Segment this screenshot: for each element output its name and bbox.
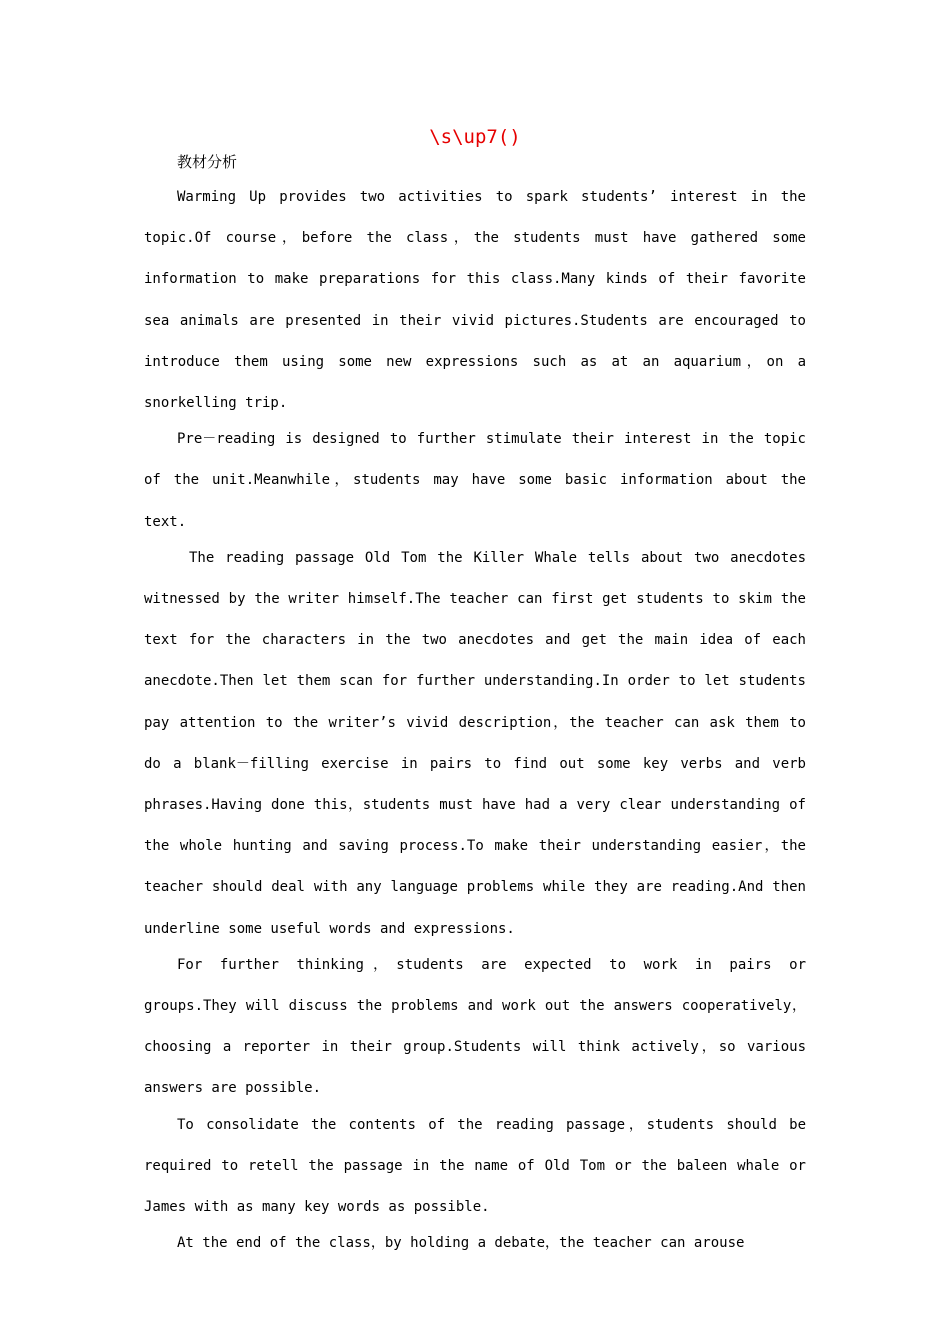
paragraph-consolidate: To consolidate the contents of the reading passage，students should be required to retell the passage in the name of Old Tom or the baleen whale or James with as many key words as possible. bbox=[144, 1116, 806, 1216]
paragraph-end-of-class: At the end of the class，by holding a debate，the teacher can arouse bbox=[177, 1235, 745, 1252]
section-heading: 教材分析 bbox=[177, 153, 238, 171]
document-body bbox=[144, 177, 806, 1264]
paragraph-pre-reading: Pre－reading is designed to further stimulate their interest in the topic of the unit.Meanwhile，students may have some basic information about the text. bbox=[144, 431, 806, 530]
paragraph-warming-up: Warming Up provides two activities to spark students’ interest in the topic.Of course，before the class，the students must have gathered some information to make preparations for this class.Many kinds of their favorite sea animals are presented in their vivid pictures.Students are encouraged to introduce them using some new expressions such as at an aquarium，on a snorkelling trip. bbox=[144, 189, 806, 412]
paragraph-further-thinking: For further thinking，students are expected to work in pairs or groups.They will discuss the problems and work out the answers cooperatively，choosing a reporter in their group.Students will think actively，so various answers are possible. bbox=[144, 956, 806, 1097]
paragraph-reading-passage: The reading passage Old Tom the Killer Whale tells about two anecdotes witnessed by the writer himself.The teacher can first get students to skim the text for the characters in the two anecdotes and get the main idea of each anecdote.Then let them scan for further understanding.In order to let students pay attention to the writer’s vivid description，the teacher can ask them to do a blank－filling exercise in pairs to find out some key verbs and verb phrases.Having done this，students must have had a very clear understanding of the whole hunting and saving process.To make their understanding easier，the teacher should deal with any language problems while they are reading.And then underline some useful words and expressions. bbox=[144, 549, 806, 937]
document-title: \s\up7() bbox=[429, 126, 521, 148]
